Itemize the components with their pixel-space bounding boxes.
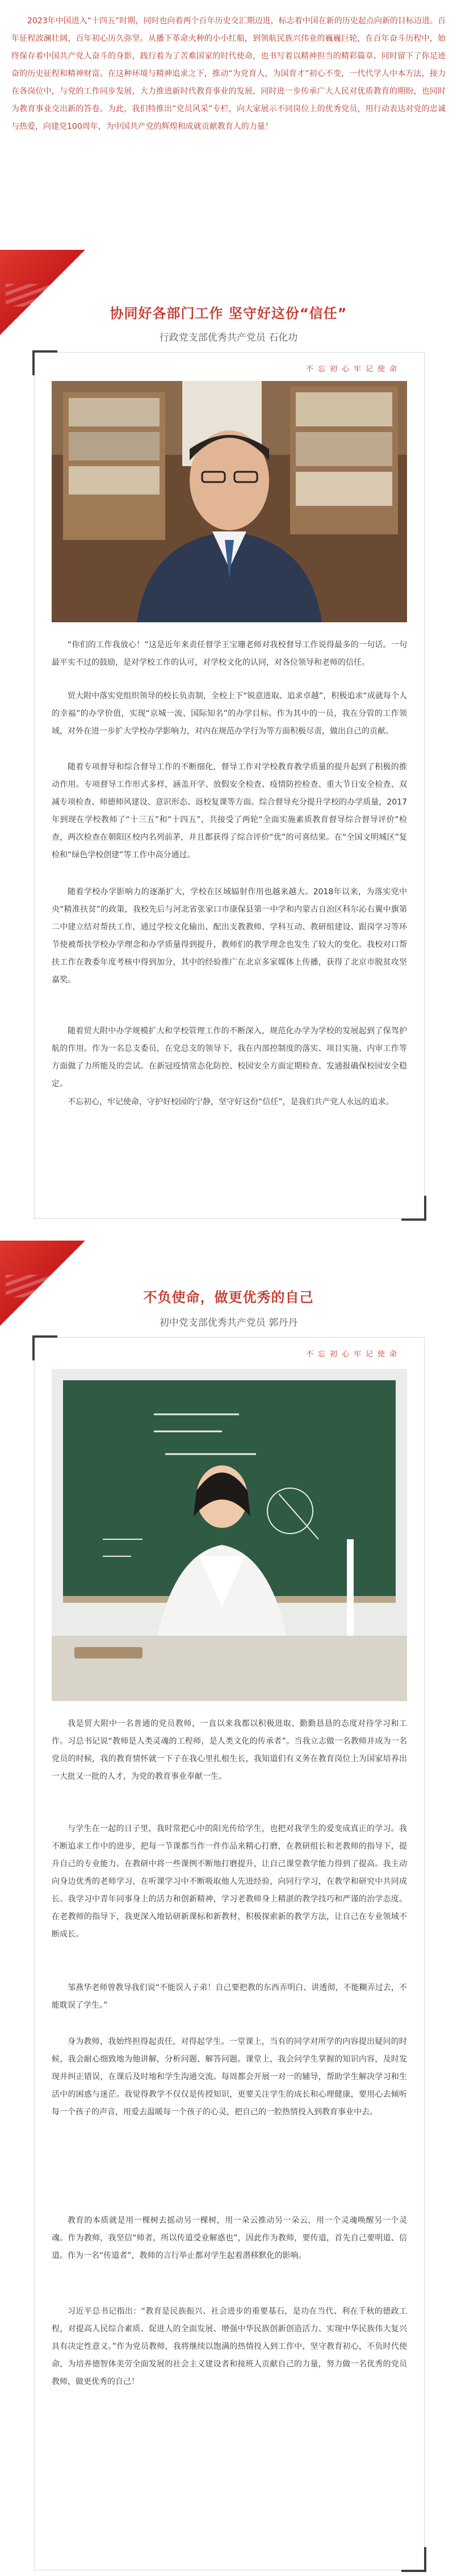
article-paragraph: 随着贸大附中办学规模扩大和学校管理工作的不断深入，规范化办学为学校的发展起到了保驾护航的作用。作为一名总支委员，在党总支的领导下，我在内部控制度的落实、项目实施、内审工作等方面做了力所能及的尝试。在新冠疫情常态化防控、校园安全方面定期检查、发通报确保校园安全稳定。 xyxy=(52,1027,407,1088)
ribbon-slogan: 不忘初心牢记使命 xyxy=(305,1350,401,1359)
ribbon-slogan: 不忘初心牢记使命 xyxy=(305,365,401,374)
section-title: 不负使命，做更优秀的自己 xyxy=(143,1289,314,1305)
article-paragraph: “你们的工作我放心！”这是近年来责任督学王宝珊老师对我校督导工作说得最多的一句话。一句最平实不过的鼓励，是对学校工作的认可，对学校文化的认同，对各位领导和老师的信任。 xyxy=(52,640,407,667)
card-corner-decoration xyxy=(401,2547,426,2572)
card-corner-decoration xyxy=(32,1335,57,1360)
portrait-photo xyxy=(52,381,407,622)
red-flag-decoration xyxy=(0,250,85,335)
portrait-photo-graphic xyxy=(52,381,407,622)
teacher-photo xyxy=(52,1369,407,1701)
article-paragraph: 贸大附中落实党组织领导的校长负责制，全校上下“锐意进取、追求卓越”，积极追求“成就每个人的幸福”的办学价值，实现“京城一流、国际知名”的办学目标。作为其中的一员，我在分管的工作领域，对外在进一步扩大学校办学影响力，对内在规范办学行为等方面积极尽责，做出自己的贡献。 xyxy=(52,692,407,736)
article-paragraph: 习近平总书记指出：“教育是民族振兴、社会进步的重要基石，是功在当代、利在千秋的德政工程，对提高人民综合素质、促进人的全面发展、增强中华民族创新创造活力、实现中华民族伟大复兴具有决定性意义。”作为党员教师，我将继续以饱满的热情投入到工作中，坚守教育初心，不负时代使命，为培养德智体美劳全面发展的社会主义建设者和接班人贡献自己的力量，努力做一名优秀的党员教师，做更优秀的自己！ xyxy=(52,2307,407,2386)
article-paragraph: 与学生在一起的日子里，我时常把心中的阳光传给学生，也把对我学生的爱变成真正的学习。我不断追求工作中的进步，把每一节课都当作一件作品来精心打磨，在教研组长和老教师的指导下，提升自己的专业能力。在教研中将一些课例不断地打磨提升，让自己课堂教学能力得到了提高。我主动向身边优秀的老师学习，在听课学习中不断吸取他人先进经验，向同行学习，在教学和研究中共同成长。我学习中青年同事身上的活力和创新精神，学习老教师身上精湛的教学技巧和严谨的治学态度。在老教师的指导下，我更深入地钻研新课标和新教材，积极探索新的教学方法，让自己在专业领域不断成长。 xyxy=(52,1824,407,1939)
article-section-1 xyxy=(0,250,457,1215)
article-paragraph: 不忘初心，牢记使命，守护好校园的宁静，坚守好这份“信任”，是我们共产党人永远的追求。 xyxy=(68,1098,394,1107)
article-paragraph: 身为教师，我始终担得起责任，对得起学生。一堂课上，当有的同学对所学的内容提出疑问的时候，我会耐心细致地为他讲解，分析问题、解答问题。课堂上，我会问学生掌握的知识内容，及时发现并纠正错误，在课后及时地和学生沟通交流。每周都会开展一对一的辅导，帮助学生解决学习和生活中的困惑与迷茫。我觉得教学不仅仅是传授知识，更要关注学生的成长和心理健康，要用心去倾听每一个孩子的声音，用爱去温暖每一个孩子的心灵，把自己的一腔热情投入到教育事业中去。 xyxy=(52,2037,407,2117)
card-corner-decoration xyxy=(401,1196,426,1221)
section-byline: 行政党支部优秀共产党员 石化功 xyxy=(159,332,298,344)
article-card xyxy=(34,1337,425,2570)
article-section-2 xyxy=(0,1241,457,2576)
section-byline: 初中党支部优秀共产党员 郭丹丹 xyxy=(159,1317,298,1329)
article-paragraph: 我是贸大附中一名普通的党员教师，一直以来我都以积极进取、勤勤恳恳的态度对待学习和工作。习总书记说“教师是人类灵魂的工程师，是人类文化的传承者”。当我立志做一名教师并成为一名党员的时候，我的教育情怀就一下子在我心里扎根生长，我知道们有义务在教育岗位上为国家培养出一大批又一批的人才，为党的教育事业奉献一生。 xyxy=(52,1719,407,1781)
card-corner-decoration xyxy=(32,350,57,375)
article-paragraph: 邹燕华老师曾教导我们说“不能误人子弟！自己要把教的东西弄明白、讲透彻，不能糊弄过去，不能耽误了学生。” xyxy=(52,1983,407,2010)
article-card xyxy=(34,352,425,1219)
article-paragraph: 随着学校办学影响力的逐渐扩大，学校在区域辐射作用也越来越大。2018年以来，为落实党中央“精准扶贫”的政策，我校先后与河北省张家口市康保县第一中学和内蒙古自治区科尔沁右翼中旗第二中建立结对帮扶工作，通过学校文化输出、配出支教教师、学科互动、教研组建设、跟岗学习等环节使被帮扶学校办学理念和办学质量得到提升，教师们的教学理念也发生了较大的变化。我校对口帮扶工作在教委年度考核中得到加分，其中的经验推广在北京多家媒体上传播，获得了北京市脱贫攻坚嘉奖。 xyxy=(52,887,407,985)
section-title: 协同好各部门工作 坚守好这份“信任” xyxy=(110,305,347,321)
red-flag-decoration xyxy=(0,1241,85,1326)
teacher-photo-graphic xyxy=(52,1369,407,1701)
intro-paragraph: 2023年中国进入“十四五”时期，同时也向着两个百年历史交汇期迈进，标志着中国在新的历史起点向新的目标迈进。百年征程波澜壮阔，百年初心历久弥坚。从播下革命火种的小小红船，到领航民族兴伟业的巍巍巨轮，在百年奋斗历程中，始终保存着中国共产党人奋斗的身影，践行着为了苦难国家的时代使命，也书写着以精神担当的精彩篇章。同时留下了你足迹奋的历史征程和精神财富。在这种环境与精神追求之下，推动“为党育人，为国育才”初心不变，一代代学人中本方法，接力在各岗位中，与党的工作同步发展，大力推进新时代教育事业的发展，同时进一步传承广大人民对优质教育的期盼，也同时为教育事业交出新的答卷。为此，我们特推出“党员风采”专栏，向大家展示不同岗位上的优秀党员，用行动表达对党的忠诚与热爱，向建党100周年，为中国共产党的辉煌和成就贡献教育人的力量！ xyxy=(11,16,446,131)
article-paragraph: 随着专项督导和综合督导工作的不断细化，督导工作对学校教育教学质量的提升起到了积极的推动作用。专项督导工作形式多样，涵盖开学、放假安全检查、疫情防控检查、重大节日安全检查、双减专项检查、师德师风建设、意识形态、返校复课等方面。综合督导充分提升学校的办学质量，2017年到现在学校教师了“十三五”和“十四五”，共接受了两轮“全面实施素质教育督导综合督导评价”检查，两次检查在朝阳区校内名列前茅，并且都获得了综合评价“优”的可喜结果。在“全国文明城区”复检和“绿色学校创建”等工作中高分通过。 xyxy=(52,763,407,860)
article-paragraph: 教育的本质就是用一棵树去摇动另一棵树，用一朵云推动另一朵云，用一个灵魂唤醒另一个灵魂。作为教师，我坚信“师者，所以传道受业解惑也”，因此作为教师，要传道，首先自己要明道、信道。作为一名“传道者”，教师的言行举止都对学生起着潜移默化的影响。 xyxy=(52,2216,407,2260)
